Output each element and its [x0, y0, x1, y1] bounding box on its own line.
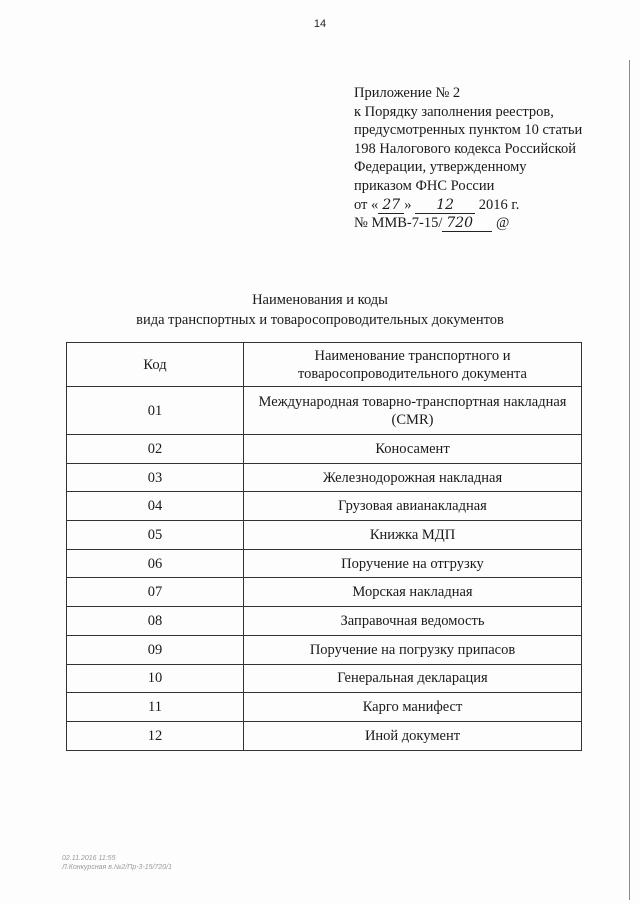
- row-name: Коносамент: [244, 435, 582, 464]
- date-mid: »: [404, 196, 412, 213]
- header-name-line: товаросопроводительного документа: [298, 365, 527, 382]
- row-name: Книжка МДП: [244, 521, 582, 550]
- handwritten-number: 720: [442, 216, 492, 232]
- number-prefix: № ММВ-7-15/: [354, 215, 443, 232]
- appendix-line: предусмотренных пунктом 10 статьи: [354, 122, 583, 139]
- table-row: [67, 549, 582, 578]
- appendix-line: Приложение № 2: [354, 85, 461, 101]
- table-header-row: [67, 343, 582, 387]
- table-row: [67, 435, 582, 464]
- table-row: [67, 607, 582, 636]
- row-code: 07: [67, 578, 244, 607]
- row-name: [244, 387, 582, 435]
- row-name: Поручение на погрузку припасов: [244, 635, 582, 664]
- header-name-line: Наименование транспортного и: [314, 347, 511, 364]
- document-codes-table: [66, 342, 582, 751]
- order-date-line: [354, 196, 634, 215]
- row-name-line: (CMR): [391, 411, 434, 428]
- row-code: 02: [67, 435, 244, 464]
- appendix-line: 198 Налогового кодекса Российской: [354, 140, 576, 157]
- table-title-line: Наименования и коды: [252, 292, 388, 308]
- footer-stamp: [62, 854, 172, 872]
- table-title: [0, 290, 640, 330]
- header-code: Код: [67, 343, 244, 387]
- header-name: [244, 343, 582, 387]
- appendix-block: [354, 84, 634, 233]
- row-code: 09: [67, 635, 244, 664]
- row-name: Железнодорожная накладная: [244, 463, 582, 492]
- date-prefix: от «: [354, 196, 379, 213]
- appendix-line: Федерации, утвержденному: [354, 159, 527, 176]
- handwritten-month: 12: [415, 198, 475, 214]
- row-name: Иной документ: [244, 721, 582, 750]
- appendix-line: приказом ФНС России: [354, 177, 495, 194]
- row-name: Грузовая авианакладная: [244, 492, 582, 521]
- row-name: Морская накладная: [244, 578, 582, 607]
- table-row: [67, 492, 582, 521]
- row-code: 05: [67, 521, 244, 550]
- footer-stamp-line: 02.11.2016 11:55: [62, 855, 116, 862]
- footer-stamp-line: Л.Конкурсная в.№2/Пр-3-15/720/1: [62, 864, 173, 871]
- row-code: 04: [67, 492, 244, 521]
- row-code: 08: [67, 607, 244, 636]
- row-code: 03: [67, 463, 244, 492]
- row-code: 12: [67, 721, 244, 750]
- table-row: [67, 387, 582, 435]
- row-name: Генеральная декларация: [244, 664, 582, 693]
- handwritten-day: 27: [378, 198, 404, 214]
- row-code: 01: [67, 387, 244, 435]
- page-number: 14: [313, 18, 327, 30]
- order-number-line: [354, 214, 634, 233]
- row-name: Заправочная ведомость: [244, 607, 582, 636]
- table-row: [67, 721, 582, 750]
- number-suffix: @: [495, 215, 510, 232]
- row-code: 11: [67, 693, 244, 722]
- row-name: Карго манифест: [244, 693, 582, 722]
- table-row: [67, 463, 582, 492]
- table-row: [67, 521, 582, 550]
- row-code: 10: [67, 664, 244, 693]
- row-code: 06: [67, 549, 244, 578]
- table-title-line: вида транспортных и товаросопроводительных документов: [136, 312, 504, 328]
- table-row: [67, 664, 582, 693]
- row-name-line: Международная товарно-транспортная накладная: [258, 393, 567, 410]
- date-year: 2016 г.: [478, 196, 520, 213]
- table-row: [67, 693, 582, 722]
- row-name: Поручение на отгрузку: [244, 549, 582, 578]
- appendix-line: к Порядку заполнения реестров,: [354, 103, 554, 120]
- table-row: [67, 578, 582, 607]
- table-row: [67, 635, 582, 664]
